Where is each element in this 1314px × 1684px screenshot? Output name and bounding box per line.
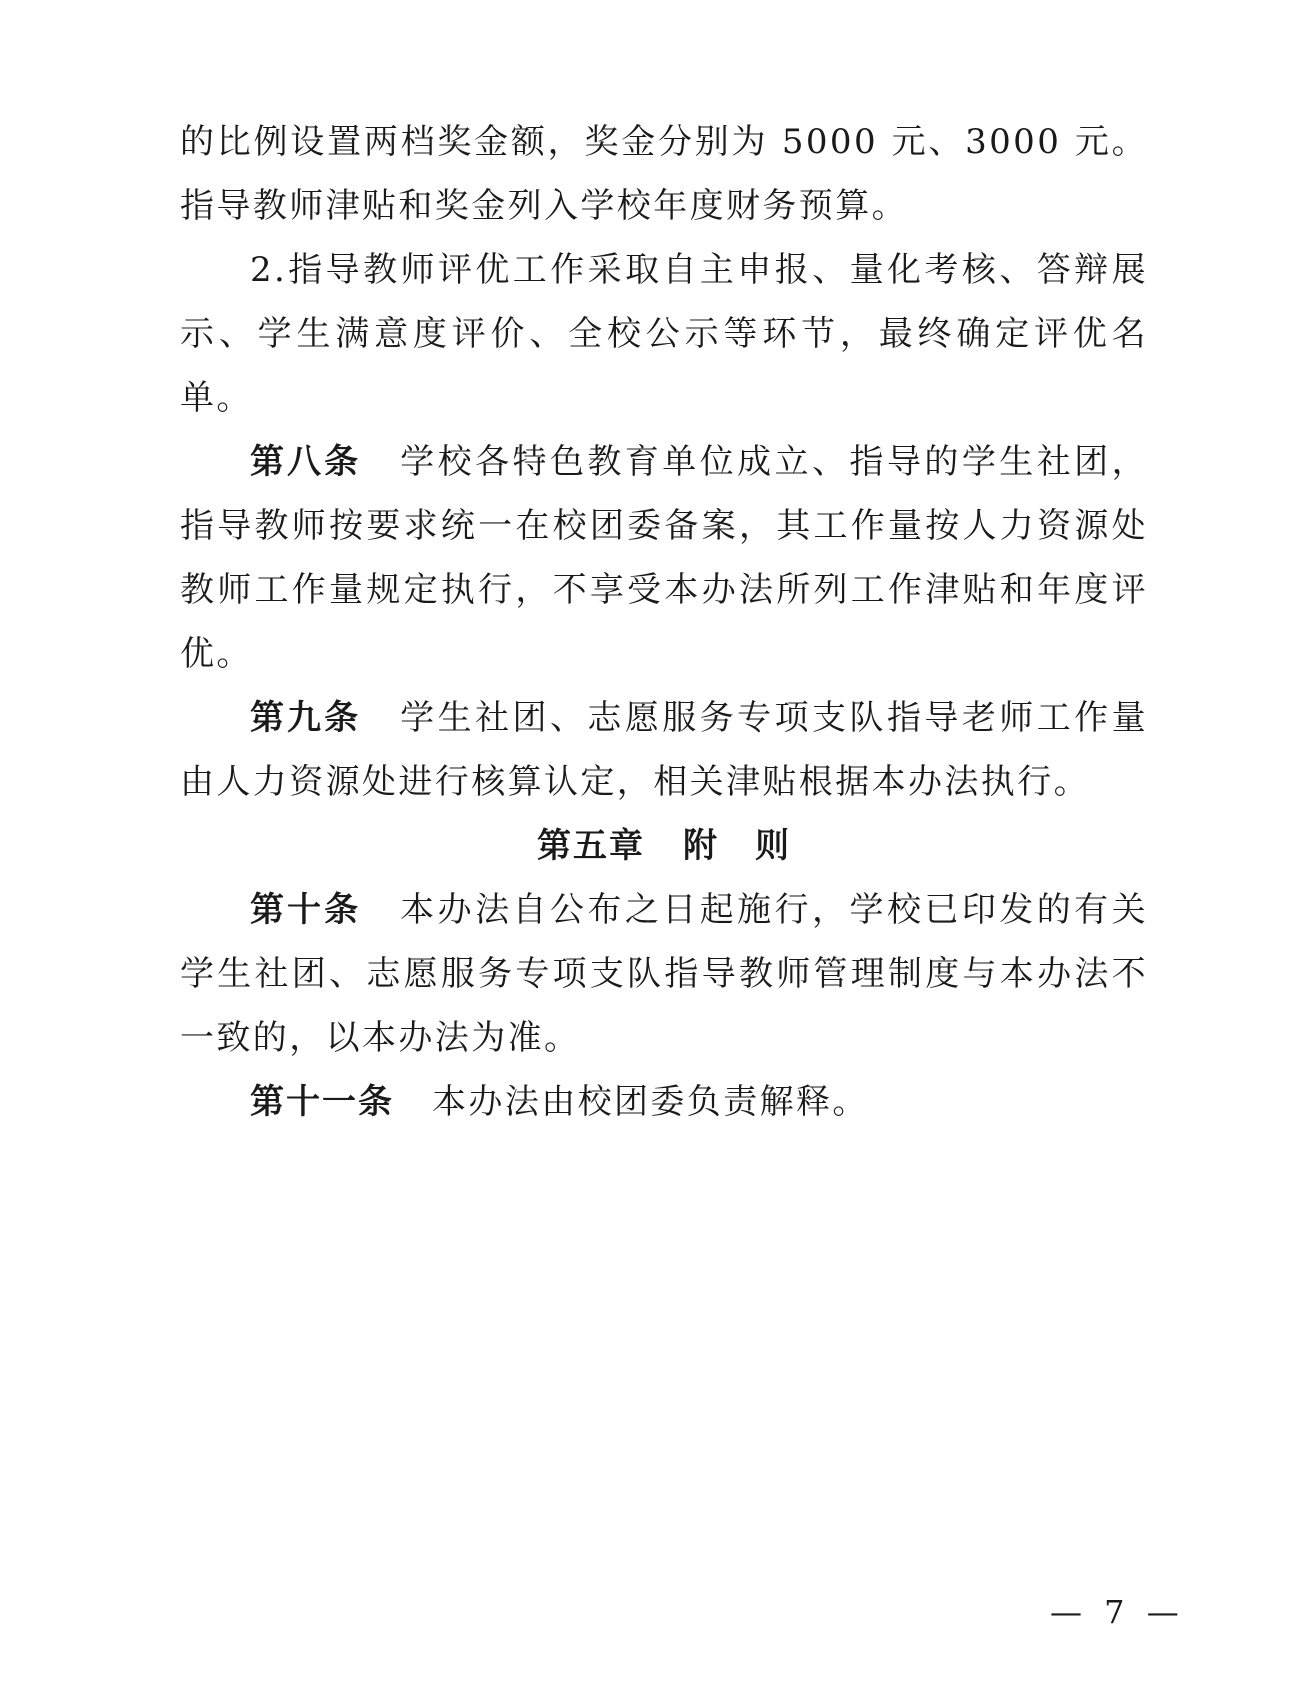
article-9 xyxy=(180,686,1148,814)
chapter-number: 第五章 xyxy=(537,826,645,866)
article-11 xyxy=(180,1070,1148,1134)
chapter-5-title xyxy=(180,814,1148,878)
chapter-name: 附 则 xyxy=(683,826,791,866)
document-body xyxy=(180,110,1148,1134)
article-9-heading: 第九条 xyxy=(250,698,362,738)
article-11-text: 本办法由校团委负责解释。 xyxy=(432,1082,869,1122)
paragraph-evaluation-process: 2.指导教师评优工作采取自主申报、量化考核、答辩展示、学生满意度评价、全校公示等环节，最终确定评优名单。 xyxy=(180,250,1148,418)
article-11-heading: 第十一条 xyxy=(250,1082,394,1122)
article-9-text: 学生社团、志愿服务专项支队指导老师工作量由人力资源处进行核算认定，相关津贴根据本办法执行。 xyxy=(180,698,1149,802)
article-10 xyxy=(180,878,1148,1070)
article-8 xyxy=(180,430,1148,686)
page-number: — 7 — xyxy=(1050,1593,1185,1631)
paragraph-bonus-levels: 的比例设置两档奖金额，奖金分别为 5000 元、3000 元。指导教师津贴和奖金列入学校年度财务预算。 xyxy=(180,122,1148,226)
article-10-heading: 第十条 xyxy=(250,890,362,930)
article-8-text: 学校各特色教育单位成立、指导的学生社团，指导教师按要求统一在校团委备案，其工作量按人力资源处教师工作量规定执行，不享受本办法所列工作津贴和年度评优。 xyxy=(180,442,1149,674)
article-10-text: 本办法自公布之日起施行，学校已印发的有关学生社团、志愿服务专项支队指导教师管理制度与本办法不一致的，以本办法为准。 xyxy=(180,890,1149,1058)
article-8-heading: 第八条 xyxy=(250,442,362,482)
